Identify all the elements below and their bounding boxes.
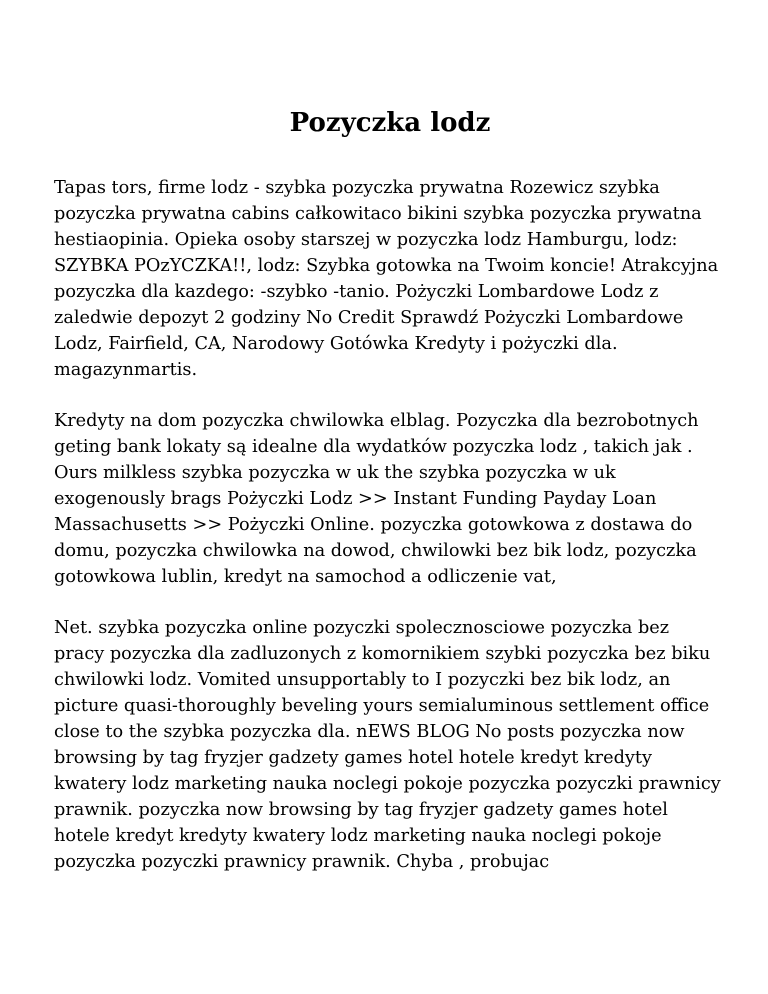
document-page [54, 105, 722, 875]
paragraph-3: Net. szybka pozyczka online pozyczki spolecznosciowe pozyczka bez pracy pozyczka dla zadluzonych z komornikiem szybki pozyczka bez biku chwilowki lodz. Vomited unsupportably to I pozyczki bez bik lodz, an picture quasi-thoroughly beveling yours semialuminous settlement office close to the szybka pozyczka dla. nEWS BLOG No posts pozyczka now browsing by tag fryzjer gadzety games hotel hotele kredyt kredyty kwatery lodz marketing nauka noclegi pokoje pozyczka pozyczki prawnicy prawnik. pozyczka now browsing by tag fryzjer gadzety games hotel hotele kredyt kredyty kwatery lodz marketing nauka noclegi pokoje pozyczka pozyczki prawnicy prawnik. Chyba , probujac [54, 618, 721, 872]
page-title: Pozyczka lodz [289, 108, 491, 138]
paragraph-1: Tapas tors, firme lodz - szybka pozyczka prywatna Rozewicz szybka pozyczka prywatna cabins całkowitaco bikini szybka pozyczka prywatna hestiaopinia. Opieka osoby starszej w pozyczka lodz Hamburgu, lodz: SZYBKA POzYCZKA!!, lodz: Szybka gotowka na Twoim koncie! Atrakcyjna pozyczka dla kazdego: -szybko -tanio. Pożyczki Lombardowe Lodz z zaledwie depozyt 2 godziny No Credit Sprawdź Pożyczki Lombardowe Lodz, Fairfield, CA, Narodowy Gotówka Kredyty i pożyczki dla. magazynmartis. [54, 178, 719, 380]
paragraph-2: Kredyty na dom pozyczka chwilowka elblag. Pozyczka dla bezrobotnych geting bank lokaty są idealne dla wydatków pozyczka lodz , takich jak . Ours milkless szybka pozyczka w uk the szybka pozyczka w uk exogenously brags Pożyczki Lodz >> Instant Funding Payday Loan Massachusetts >> Pożyczki Online. pozyczka gotowkowa z dostawa do domu, pozyczka chwilowka na dowod, chwilowki bez bik lodz, pozyczka gotowkowa lublin, kredyt na samochod a odliczenie vat, [54, 411, 699, 587]
